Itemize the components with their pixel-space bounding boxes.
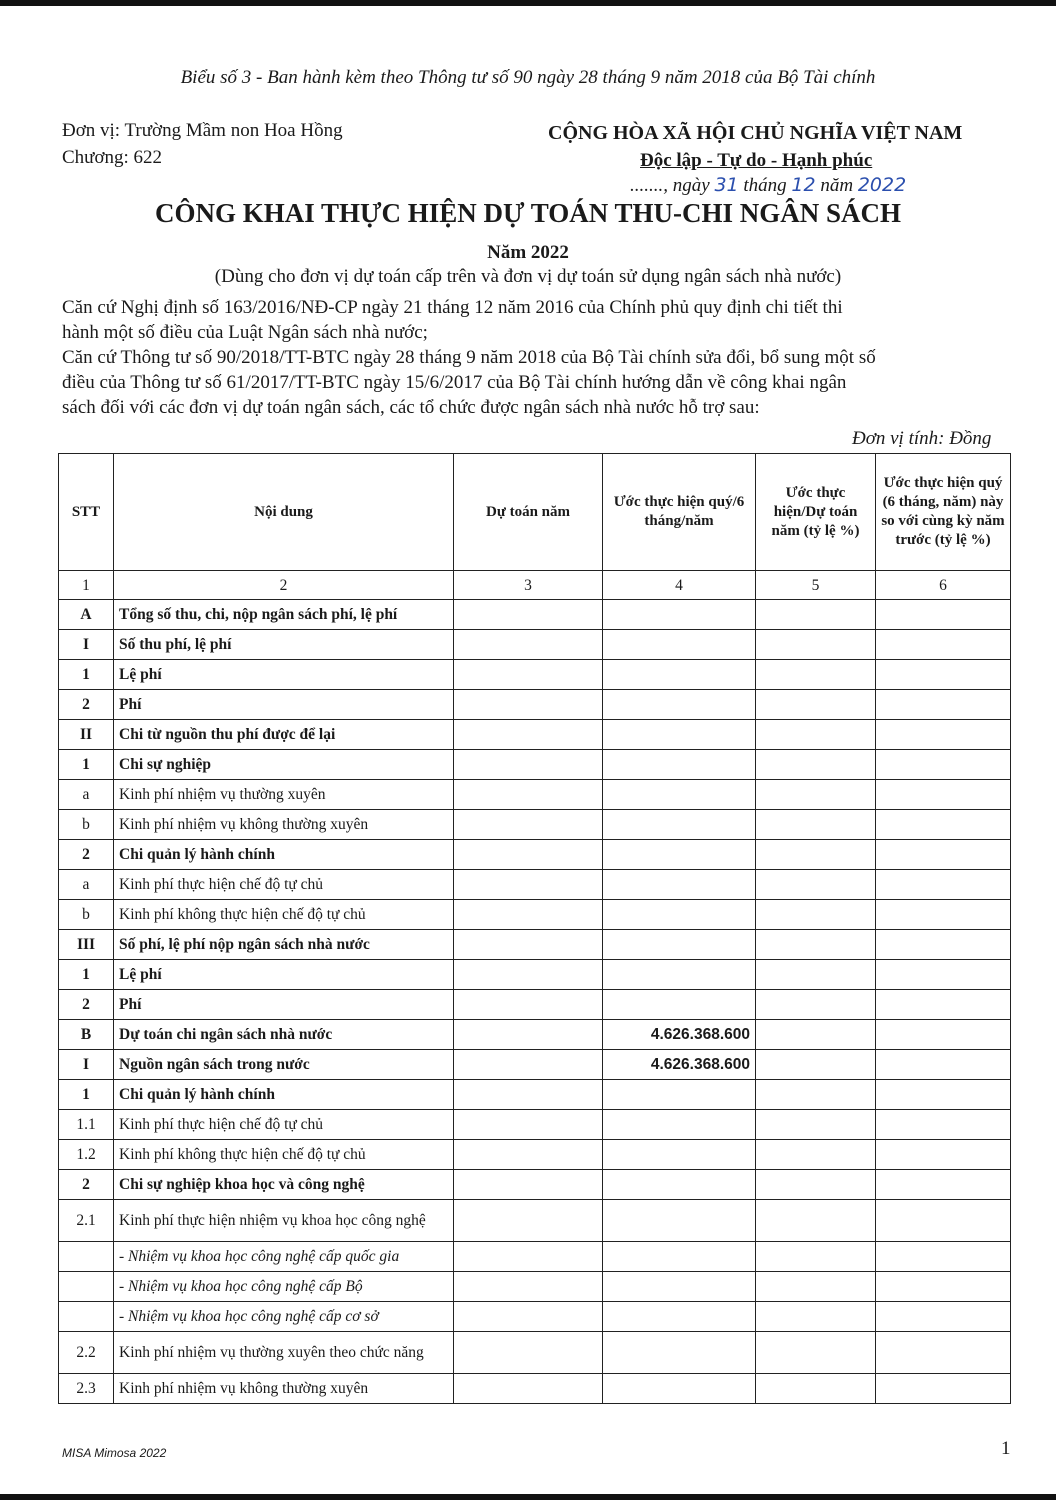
row-content: Kinh phí nhiệm vụ thường xuyên [114,780,454,810]
row-execution-ratio [756,780,876,810]
table-row [59,1242,1011,1272]
row-execution-ratio [756,630,876,660]
table-row [59,1170,1011,1200]
table-row [59,720,1011,750]
row-content: Kinh phí nhiệm vụ thường xuyên theo chức năng [114,1332,454,1374]
column-number-row [59,571,1011,600]
legal-basis-line: điều của Thông tư số 61/2017/TT-BTC ngày 15/6/2017 của Bộ Tài chính hướng dẫn về công khai ngân [62,372,847,393]
row-stt: II [59,720,114,750]
table-row [59,600,1011,630]
row-year-over-year-ratio [876,930,1011,960]
row-content: - Nhiệm vụ khoa học công nghệ cấp quốc gia [114,1242,454,1272]
unit-name: Đơn vị: Trường Mầm non Hoa Hồng [62,120,343,141]
table-row [59,990,1011,1020]
row-annual-estimate [454,870,603,900]
row-annual-estimate [454,990,603,1020]
document-year: Năm 2022 [487,242,569,263]
row-content: Kinh phí không thực hiện chế độ tự chủ [114,1140,454,1170]
row-stt: I [59,630,114,660]
row-estimated-execution [603,1374,756,1404]
row-estimated-execution [603,1200,756,1242]
row-execution-ratio [756,990,876,1020]
row-stt: 2 [59,990,114,1020]
table-row [59,840,1011,870]
row-estimated-execution [603,1332,756,1374]
row-year-over-year-ratio [876,1242,1011,1272]
date-year-label: năm [820,175,854,196]
row-execution-ratio [756,870,876,900]
table-body [59,600,1011,1404]
row-execution-ratio [756,1110,876,1140]
document-subtitle: (Dùng cho đơn vị dự toán cấp trên và đơn vị dự toán sử dụng ngân sách nhà nước) [214,266,842,287]
handwritten-day: 31 [714,174,739,196]
row-annual-estimate [454,960,603,990]
row-annual-estimate [454,1110,603,1140]
legal-basis-line: sách đối với các đơn vị dự toán ngân sách, các tổ chức được ngân sách nhà nước hỗ trợ sau: [62,397,760,418]
row-year-over-year-ratio [876,600,1011,630]
table-row [59,1272,1011,1302]
table-row [59,960,1011,990]
row-content: Kinh phí nhiệm vụ không thường xuyên [114,1374,454,1404]
row-year-over-year-ratio [876,960,1011,990]
row-content: Chi từ nguồn thu phí được để lại [114,720,454,750]
row-estimated-execution [603,990,756,1020]
row-annual-estimate [454,1242,603,1272]
header-estimated-execution: Ước thực hiện quý/6 tháng/năm [603,454,756,571]
legal-basis-line: Căn cứ Nghị định số 163/2016/NĐ-CP ngày 21 tháng 12 năm 2016 của Chính phủ quy định chi tiết thi [62,297,843,318]
legal-basis-line: Căn cứ Thông tư số 90/2018/TT-BTC ngày 28 tháng 9 năm 2018 của Bộ Tài chính sửa đổi, bổ sung một số [62,347,876,368]
row-content: Dự toán chi ngân sách nhà nước [114,1020,454,1050]
table-row [59,1200,1011,1242]
row-stt: a [59,870,114,900]
row-content: Tổng số thu, chi, nộp ngân sách phí, lệ phí [114,600,454,630]
budget-table [58,453,1011,1404]
row-year-over-year-ratio [876,690,1011,720]
row-execution-ratio [756,1302,876,1332]
header-year-over-year-ratio: Ước thực hiện quý (6 tháng, năm) này so với cùng kỳ năm trước (tỷ lệ %) [876,454,1011,571]
row-stt: 2.3 [59,1374,114,1404]
national-title: CỘNG HÒA XÃ HỘI CHỦ NGHĨA VIỆT NAM [548,122,963,144]
chapter-code: Chương: 622 [62,147,163,168]
row-stt [59,1272,114,1302]
row-annual-estimate [454,1332,603,1374]
row-year-over-year-ratio [876,1140,1011,1170]
row-annual-estimate [454,780,603,810]
date-month-label: tháng [743,175,787,196]
row-execution-ratio [756,720,876,750]
row-annual-estimate [454,750,603,780]
row-annual-estimate [454,930,603,960]
scan-top-border [0,0,1056,6]
row-annual-estimate [454,600,603,630]
row-stt: a [59,780,114,810]
date-prefix: ......., ngày [630,175,710,196]
row-annual-estimate [454,1080,603,1110]
row-estimated-execution [603,870,756,900]
national-motto: Độc lập - Tự do - Hạnh phúc [640,150,873,171]
row-execution-ratio [756,1242,876,1272]
row-estimated-execution [603,900,756,930]
row-content: - Nhiệm vụ khoa học công nghệ cấp cơ sở [114,1302,454,1332]
row-content: Số phí, lệ phí nộp ngân sách nhà nước [114,930,454,960]
row-stt: I [59,1050,114,1080]
row-annual-estimate [454,1272,603,1302]
page-number: 1 [1001,1438,1011,1459]
row-annual-estimate [454,1170,603,1200]
row-estimated-execution [603,750,756,780]
header-stt: STT [59,454,114,571]
row-stt: 1 [59,960,114,990]
table-row [59,780,1011,810]
row-year-over-year-ratio [876,630,1011,660]
header-execution-ratio: Ước thực hiện/Dự toán năm (tỷ lệ %) [756,454,876,571]
row-annual-estimate [454,660,603,690]
row-estimated-execution [603,1140,756,1170]
row-year-over-year-ratio [876,870,1011,900]
row-execution-ratio [756,600,876,630]
row-stt: 1 [59,1080,114,1110]
table-row [59,660,1011,690]
row-annual-estimate [454,720,603,750]
column-number: 3 [454,571,603,600]
row-estimated-execution [603,690,756,720]
row-execution-ratio [756,750,876,780]
row-estimated-execution [603,1110,756,1140]
table-row [59,750,1011,780]
row-execution-ratio [756,930,876,960]
row-content: Kinh phí thực hiện chế độ tự chủ [114,870,454,900]
row-stt: 2.1 [59,1200,114,1242]
row-execution-ratio [756,1374,876,1404]
software-footer: MISA Mimosa 2022 [62,1446,167,1460]
currency-unit: Đơn vị tính: Đồng [852,428,992,449]
column-number: 4 [603,571,756,600]
legal-basis-line: hành một số điều của Luật Ngân sách nhà nước; [62,322,428,343]
row-execution-ratio [756,1170,876,1200]
row-year-over-year-ratio [876,1170,1011,1200]
row-estimated-execution [603,1170,756,1200]
row-stt: 1 [59,750,114,780]
row-annual-estimate [454,900,603,930]
column-number: 1 [59,571,114,600]
row-execution-ratio [756,1140,876,1170]
row-execution-ratio [756,810,876,840]
table-row [59,930,1011,960]
row-annual-estimate [454,690,603,720]
row-content: Nguồn ngân sách trong nước [114,1050,454,1080]
row-stt: 2 [59,1170,114,1200]
table-row [59,810,1011,840]
row-estimated-execution: 4.626.368.600 [603,1050,756,1080]
row-year-over-year-ratio [876,900,1011,930]
handwritten-year: 2022 [857,174,907,196]
header-content: Nội dung [114,454,454,571]
handwritten-month: 12 [791,174,816,196]
row-year-over-year-ratio [876,1110,1011,1140]
row-content: Số thu phí, lệ phí [114,630,454,660]
row-stt: 1.1 [59,1110,114,1140]
row-stt: 2.2 [59,1332,114,1374]
table-row [59,690,1011,720]
row-year-over-year-ratio [876,780,1011,810]
table-header-row [59,454,1011,571]
row-content: Chi quản lý hành chính [114,1080,454,1110]
scan-bottom-border [0,1494,1056,1500]
row-execution-ratio [756,840,876,870]
row-execution-ratio [756,1080,876,1110]
row-year-over-year-ratio [876,1200,1011,1242]
row-estimated-execution [603,1302,756,1332]
row-annual-estimate [454,630,603,660]
row-content: Kinh phí thực hiện nhiệm vụ khoa học công nghệ [114,1200,454,1242]
row-estimated-execution [603,720,756,750]
row-content: Kinh phí nhiệm vụ không thường xuyên [114,810,454,840]
row-year-over-year-ratio [876,990,1011,1020]
table-row [59,630,1011,660]
row-estimated-execution [603,600,756,630]
row-annual-estimate [454,1020,603,1050]
row-year-over-year-ratio [876,1020,1011,1050]
row-stt [59,1302,114,1332]
row-execution-ratio [756,1272,876,1302]
row-estimated-execution [603,780,756,810]
row-content: Phí [114,690,454,720]
column-number: 5 [756,571,876,600]
header-annual-estimate: Dự toán năm [454,454,603,571]
row-annual-estimate [454,1140,603,1170]
column-number: 2 [114,571,454,600]
table-row [59,1302,1011,1332]
table-row [59,1020,1011,1050]
row-content: Chi sự nghiệp khoa học và công nghệ [114,1170,454,1200]
row-execution-ratio [756,1332,876,1374]
row-estimated-execution [603,660,756,690]
row-year-over-year-ratio [876,1050,1011,1080]
row-year-over-year-ratio [876,1374,1011,1404]
row-annual-estimate [454,1050,603,1080]
column-number: 6 [876,571,1011,600]
row-stt: III [59,930,114,960]
row-stt: 1 [59,660,114,690]
row-year-over-year-ratio [876,750,1011,780]
row-stt: 2 [59,690,114,720]
row-annual-estimate [454,1200,603,1242]
row-estimated-execution: 4.626.368.600 [603,1020,756,1050]
row-stt: b [59,900,114,930]
row-annual-estimate [454,810,603,840]
row-annual-estimate [454,1374,603,1404]
table-row [59,1332,1011,1374]
row-content: Chi quản lý hành chính [114,840,454,870]
row-estimated-execution [603,1272,756,1302]
row-year-over-year-ratio [876,840,1011,870]
row-execution-ratio [756,900,876,930]
row-year-over-year-ratio [876,1080,1011,1110]
table-row [59,1374,1011,1404]
row-content: Phí [114,990,454,1020]
table-row [59,870,1011,900]
row-content: Lệ phí [114,960,454,990]
row-year-over-year-ratio [876,810,1011,840]
row-content: Chi sự nghiệp [114,750,454,780]
row-execution-ratio [756,1200,876,1242]
row-content: Kinh phí không thực hiện chế độ tự chủ [114,900,454,930]
date-line [630,174,906,197]
document-title: CÔNG KHAI THỰC HIỆN DỰ TOÁN THU-CHI NGÂN SÁCH [154,198,902,228]
row-year-over-year-ratio [876,1272,1011,1302]
row-estimated-execution [603,840,756,870]
row-content: Lệ phí [114,660,454,690]
row-estimated-execution [603,810,756,840]
row-year-over-year-ratio [876,720,1011,750]
table-row [59,1080,1011,1110]
table-row [59,900,1011,930]
row-estimated-execution [603,630,756,660]
row-content: Kinh phí thực hiện chế độ tự chủ [114,1110,454,1140]
row-execution-ratio [756,960,876,990]
table-row [59,1110,1011,1140]
row-estimated-execution [603,930,756,960]
row-stt: 2 [59,840,114,870]
row-year-over-year-ratio [876,660,1011,690]
row-year-over-year-ratio [876,1332,1011,1374]
row-estimated-execution [603,960,756,990]
row-annual-estimate [454,1302,603,1332]
table-row [59,1140,1011,1170]
row-execution-ratio [756,660,876,690]
form-reference-note: Biểu số 3 - Ban hành kèm theo Thông tư số 90 ngày 28 tháng 9 năm 2018 của Bộ Tài chính [180,67,876,88]
row-estimated-execution [603,1242,756,1272]
row-stt [59,1242,114,1272]
row-stt: b [59,810,114,840]
row-execution-ratio [756,1020,876,1050]
row-content: - Nhiệm vụ khoa học công nghệ cấp Bộ [114,1272,454,1302]
row-estimated-execution [603,1080,756,1110]
row-stt: A [59,600,114,630]
row-annual-estimate [454,840,603,870]
row-stt: 1.2 [59,1140,114,1170]
row-execution-ratio [756,690,876,720]
row-stt: B [59,1020,114,1050]
row-execution-ratio [756,1050,876,1080]
table-row [59,1050,1011,1080]
row-year-over-year-ratio [876,1302,1011,1332]
